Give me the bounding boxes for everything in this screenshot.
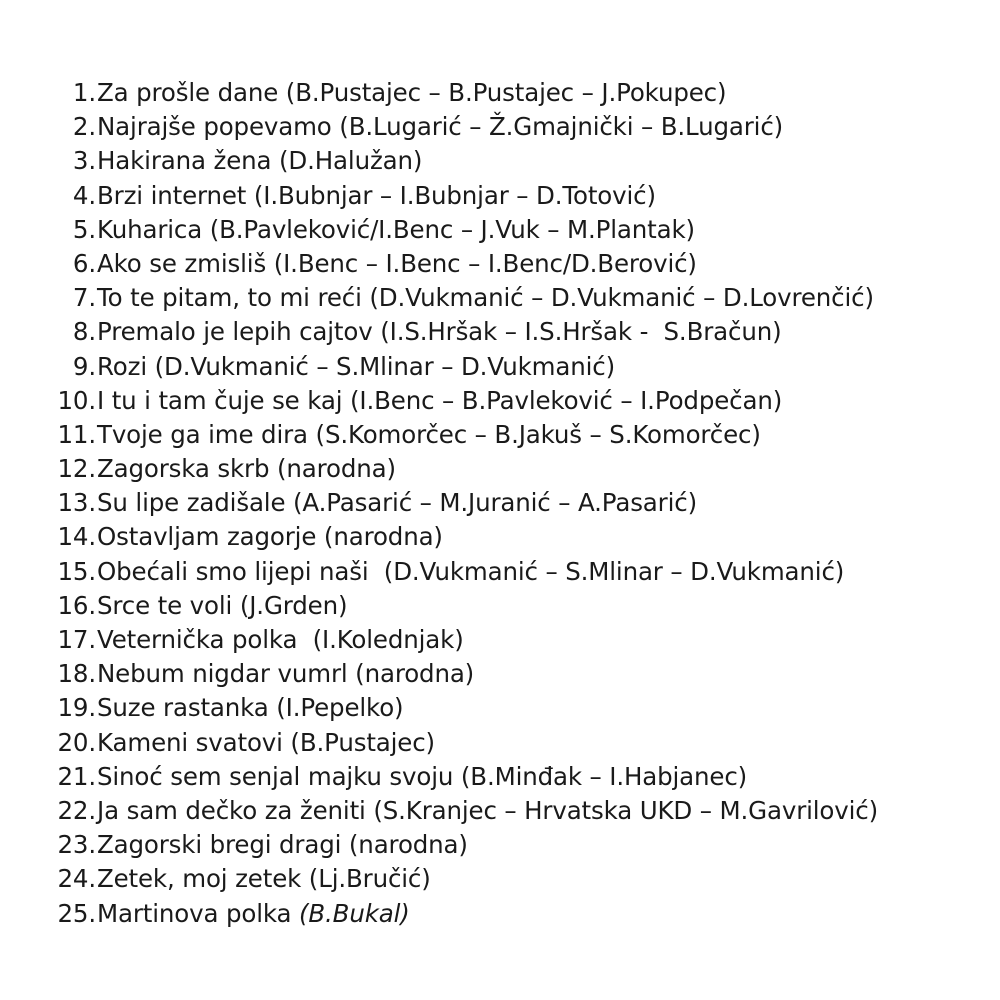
track-title-text: Brzi internet: [97, 180, 247, 210]
track-title-text: Martinova polka: [97, 898, 292, 928]
track-title: [97, 144, 422, 178]
track-row: [0, 76, 1000, 110]
track-title: [97, 623, 464, 657]
track-credit: (Lj.Bručić): [301, 864, 431, 894]
track-credit: (I.S.Hršak – I.S.Hršak - S.Bračun): [372, 317, 782, 347]
track-title: [97, 862, 431, 896]
track-credit: (narodna): [269, 454, 396, 484]
track-title-text: Suze rastanka: [97, 693, 269, 723]
track-number: 2.: [72, 112, 96, 142]
track-row: [0, 520, 1000, 554]
track-title-text: I tu i tam čuje se kaj: [97, 385, 343, 415]
track-number: 23.: [57, 830, 96, 860]
track-title-text: Kameni svatovi: [97, 727, 283, 757]
track-number: 5.: [72, 214, 96, 244]
track-number: 20.: [57, 727, 96, 757]
track-title: [97, 350, 615, 384]
track-row: [0, 657, 1000, 691]
track-title: [97, 520, 443, 554]
track-number: 15.: [57, 556, 96, 586]
track-title: [97, 486, 697, 520]
track-row: [0, 486, 1000, 520]
track-row: [0, 555, 1000, 589]
track-row: [0, 828, 1000, 862]
track-number: 12.: [57, 454, 96, 484]
track-title: [97, 760, 747, 794]
track-row: [0, 247, 1000, 281]
track-title-text: Su lipe zadišale: [97, 488, 286, 518]
track-title-text: Za prošle dane: [97, 78, 279, 107]
track-title: [97, 110, 783, 144]
track-title-text: Premalo je lepih cajtov: [97, 317, 373, 347]
track-number: 18.: [57, 659, 96, 689]
track-row: [0, 281, 1000, 315]
track-title-text: Veternička polka: [97, 625, 298, 654]
track-title-text: Hakirana žena: [97, 146, 272, 176]
track-title-text: Ako se zmisliš: [97, 248, 267, 278]
track-credit: (D.Vukmanić – D.Vukmanić – D.Lovrenčić): [361, 283, 874, 313]
track-title-text: Srce te voli: [97, 590, 233, 620]
track-number: 22.: [57, 795, 96, 825]
track-number: 7.: [72, 283, 96, 313]
track-title: [97, 726, 435, 760]
track-row: [0, 691, 1000, 725]
track-number: 9.: [72, 351, 96, 381]
track-credit: (D.Halužan): [271, 146, 423, 176]
track-credit: (S.Komorčec – B.Jakuš – S.Komorčec): [307, 419, 761, 449]
track-title: [97, 315, 782, 349]
track-credit: (A.Pasarić – M.Juranić – A.Pasarić): [285, 488, 697, 518]
track-number: 13.: [57, 488, 96, 518]
track-title: [97, 794, 878, 828]
track-title: [97, 418, 761, 452]
track-number: 4.: [72, 180, 96, 210]
track-title: [97, 384, 782, 418]
track-row: [0, 726, 1000, 760]
track-title-text: Zetek, moj zetek: [97, 864, 302, 894]
track-row: [0, 179, 1000, 213]
track-number: 24.: [57, 864, 96, 894]
track-credit: (D.Vukmanić – S.Mlinar – D.Vukmanić): [146, 351, 615, 381]
track-row: [0, 418, 1000, 452]
track-number: 25.: [57, 898, 96, 928]
track-number: 3.: [72, 146, 96, 176]
track-number: 19.: [57, 693, 96, 723]
track-title: [97, 247, 697, 281]
track-credit: (D.Vukmanić – S.Mlinar – D.Vukmanić): [368, 556, 845, 586]
track-row: [0, 350, 1000, 384]
track-row: [0, 862, 1000, 896]
track-title: [97, 589, 347, 623]
track-row: [0, 315, 1000, 349]
track-title: [97, 897, 410, 931]
track-title-text: Najrajše popevamo: [97, 112, 332, 142]
track-row: [0, 384, 1000, 418]
track-title: [97, 452, 396, 486]
track-credit: (B.Lugarić – Ž.Gmajnički – B.Lugarić): [331, 112, 784, 142]
track-credit: (narodna): [341, 830, 468, 860]
track-credit: (B.Pustajec): [282, 727, 435, 757]
track-title: [97, 691, 403, 725]
track-credit: (B.Pavleković/I.Benc – J.Vuk – M.Plantak): [202, 214, 695, 244]
track-row: [0, 897, 1000, 931]
track-title-text: Obećali smo lijepi naši: [97, 556, 369, 586]
track-title: [97, 213, 695, 247]
track-title: [97, 76, 726, 110]
track-credit: (I.Kolednjak): [297, 625, 464, 654]
track-credit: (I.Benc – B.Pavleković – I.Podpečan): [342, 385, 783, 415]
track-number: 17.: [57, 625, 96, 654]
track-number: 21.: [57, 761, 96, 791]
track-title-text: Kuharica: [97, 214, 203, 244]
track-title: [97, 179, 656, 213]
track-credit: (B.Bukal): [291, 898, 410, 928]
track-title: [97, 555, 844, 589]
track-row: [0, 760, 1000, 794]
track-title-text: Ostavljam zagorje: [97, 522, 317, 552]
track-row: [0, 110, 1000, 144]
track-title: [97, 657, 474, 691]
tracklist: [0, 76, 1000, 931]
track-number: 14.: [57, 522, 96, 552]
track-number: 1.: [72, 78, 96, 107]
track-title-text: To te pitam, to mi reći: [97, 283, 362, 313]
track-number: 11.: [57, 419, 96, 449]
track-title-text: Ja sam dečko za ženiti: [97, 795, 366, 825]
track-row: [0, 589, 1000, 623]
track-row: [0, 144, 1000, 178]
track-credit: (I.Pepelko): [268, 693, 404, 723]
track-title-text: Zagorski bregi dragi: [97, 830, 342, 860]
track-credit: (I.Bubnjar – I.Bubnjar – D.Totović): [246, 180, 656, 210]
track-row: [0, 794, 1000, 828]
track-number: 6.: [72, 248, 96, 278]
track-title-text: Rozi: [97, 351, 147, 381]
track-credit: (B.Minđak – I.Habjanec): [453, 761, 748, 791]
track-credit: (J.Grden): [232, 590, 348, 620]
track-title-text: Tvoje ga ime dira: [97, 419, 308, 449]
track-credit: (narodna): [316, 522, 443, 552]
track-title: [97, 828, 468, 862]
track-row: [0, 213, 1000, 247]
track-row: [0, 452, 1000, 486]
track-title-text: Sinoć sem senjal majku svoju: [97, 761, 454, 791]
track-credit: (B.Pustajec – B.Pustajec – J.Pokupec): [278, 78, 727, 107]
track-credit: (narodna): [347, 659, 475, 689]
track-credit: (I.Benc – I.Benc – I.Benc/D.Berović): [266, 248, 697, 278]
track-title-text: Zagorska skrb: [97, 454, 270, 484]
track-number: 8.: [72, 317, 96, 347]
track-number: 16.: [57, 590, 96, 620]
track-number: 10.: [57, 385, 96, 415]
track-credit: (S.Kranjec – Hrvatska UKD – M.Gavrilović): [365, 795, 879, 825]
track-title: [97, 281, 874, 315]
track-title-text: Nebum nigdar vumrl: [97, 659, 348, 689]
track-row: [0, 623, 1000, 657]
